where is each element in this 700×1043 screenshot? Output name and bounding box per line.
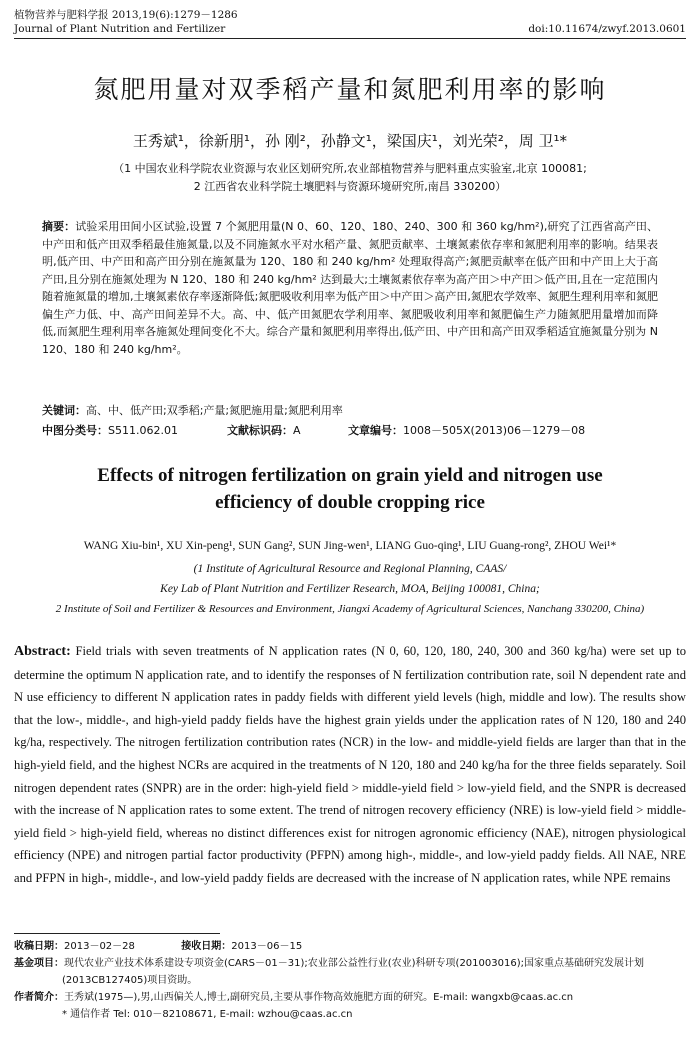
footnote-rule: [14, 933, 220, 934]
footnotes: [14, 938, 686, 1023]
en-abstract: [14, 640, 686, 890]
art-label: 文章编号：: [348, 424, 403, 437]
author-text: 王秀斌(1975—),男,山西偏关人,博士,副研究员,主要从事作物高效施肥方面的研究。E-mail: wangxb@caas.ac.cn: [64, 992, 574, 1003]
en-affiliation-2: Key Lab of Plant Nutrition and Fertilizer Research, MOA, Beijing 100081, China;: [160, 583, 540, 595]
cn-affiliation-2: 2 江西省农业科学院土壤肥料与资源环境研究所,南昌 330200）: [193, 180, 507, 193]
author-label: 作者简介：: [14, 992, 64, 1003]
cn-title: 氮肥用量对双季稻产量和氮肥利用率的影响: [93, 75, 607, 104]
cn-authors: 王秀斌¹，徐新朋¹，孙 刚²，孙静文¹，梁国庆¹，刘光荣²，周 卫¹*: [132, 132, 568, 150]
clc-value: S511.062.01: [108, 424, 178, 437]
received-date: 2013－02－28: [64, 941, 135, 952]
cn-abstract-text: 试验采用田间小区试验,设置 7 个氮肥用量(N 0、60、120、180、240、300 和 360 kg/hm²),研究了江西省高产田、中产田和低产田双季稻最佳施氮量,以及不同施氮水平对水稻产量、氮肥贡献率、土壤氮素依存率和氮肥利用率的影响。结果表明,低产田、中产田和高产田分别在施氮量为 120、180 和 240 kg/hm² 处理取得高产;氮肥贡献率在低产田和中产田上大于高产田,且分别在施氮处理为 N 120、180 和 240 kg/hm² 达到最大;土壤氮素依存率为高产田＞中产田＞低产田,且在一定范围内随着施氮量的增加,土壤氮素依存率逐渐降低;氮肥吸收利用率为低产田＞中产田＞高产田,氮肥农学效率、氮肥生理利用率和氮肥偏生产力低、中、高产田间差异不大。高、中、低产田氮肥农学利用率、氮肥吸收利用率和氮肥偏生产力随氮肥用量增加而降低,而氮肥生理利用率各施氮处理间变化不大。综合产量和氮肥利用率得出,低产田、中产田和高产田双季稻适宜施氮量分别为 N 120、180 和 240 kg/hm²。: [42, 220, 658, 356]
en-abstract-label: Abstract:: [14, 644, 71, 659]
accepted-date: 2013－06－15: [231, 941, 303, 952]
doc-label: 文献标识码：: [227, 424, 293, 437]
cn-keywords-text: 高、中、低产田;双季稻;产量;氮肥施用量;氮肥利用率: [86, 404, 343, 417]
header-rule: [14, 38, 686, 39]
doc-value: A: [293, 424, 301, 437]
art-value: 1008－505X(2013)06－1279－08: [403, 424, 586, 437]
dates-line: [14, 938, 686, 955]
en-affiliation-1: (1 Institute of Agricultural Resource and Regional Planning, CAAS/: [193, 563, 507, 575]
doi: doi:10.11674/zwyf.2013.0601: [528, 23, 686, 35]
cn-keywords: [42, 402, 658, 420]
fund-text: 现代农业产业技术体系建设专项资金(CARS－01－31);农业部公益性行业(农业)科研专项(201003016);国家重点基础研究发展计划(2013CB127405)项目资助。: [62, 958, 644, 986]
cn-keywords-label: 关键词：: [42, 404, 86, 417]
author-line: [14, 989, 686, 1006]
cn-affiliation-1: （1 中国农业科学院农业资源与农业区划研究所,农业部植物营养与肥料重点实验室,北京 100081;: [113, 162, 587, 175]
running-header: [14, 8, 686, 36]
en-title: [0, 462, 700, 516]
received-label: 收稿日期：: [14, 941, 64, 952]
cn-abstract-label: 摘要：: [42, 220, 76, 233]
journal-cn: 植物营养与肥料学报 2013,19(6):1279－1286: [14, 9, 238, 21]
en-abstract-text: Field trials with seven treatments of N application rates (N 0, 60, 120, 180, 240, 300 and 360 kg/ha) were set up to determine the optimum N application rate, and to identify the responses of N fertilization contribution rate, soil N dependent rate and N use efficiency to different N application rates in paddy fields with different yield levels (high, middle and low). The results show that the low-, middle-, and high-yield paddy fields have the highest grain yields under the application rates of N 120, 180 and 240 kg/ha, respectively. The nitrogen fertilization contribution rates (NCR) in the low- and middle-yield fields are larger than that in the high-yield field, and the highest NCRs are acquired in the treatments of N 120, 180 and 240 kg/ha for the three fields separately. Soil nitrogen dependent rates (SNPR) are in the order: high-yield field > middle-yield field > low-yield field, and the SNPR is decreased with the increase of N application rates to some extent. The trend of nitrogen recovery efficiency (NRE) is low-yield field > middle-yield field > high-yield field, whereas no distinct differences exist for nitrogen agronomic efficiency (NAE), nitrogen physiological efficiency (NPE) and nitrogen partial factor productivity (PFPN) among high-, middle-, and low-yield paddy fields. All NAE, NRE and PFPN in high-, middle-, and low-yield paddy fields are decreased with the increase of N application rates, while NPE remains: [14, 644, 686, 885]
corresponding-line: * 通信作者 Tel: 010－82108671, E-mail: wzhou@caas.ac.cn: [62, 1009, 353, 1020]
fund-line: [14, 955, 686, 989]
en-title-line-2: efficiency of double cropping rice: [215, 492, 485, 513]
en-affiliation-3: 2 Institute of Soil and Fertilizer & Resources and Environment, Jiangxi Academy of Agricultural Sciences, Nanchang 330200, China): [55, 603, 645, 615]
en-authors: WANG Xiu-bin¹, XU Xin-peng¹, SUN Gang², SUN Jing-wen¹, LIANG Guo-qing¹, LIU Guang-rong², ZHOU Wei¹*: [83, 540, 617, 552]
journal-en: Journal of Plant Nutrition and Fertilizer: [14, 23, 226, 35]
accepted-label: 接收日期：: [181, 941, 232, 952]
clc-label: 中图分类号：: [42, 424, 108, 437]
cn-abstract: [42, 218, 658, 358]
en-title-line-1: Effects of nitrogen fertilization on grain yield and nitrogen use: [97, 465, 603, 486]
fund-label: 基金项目：: [14, 958, 64, 969]
